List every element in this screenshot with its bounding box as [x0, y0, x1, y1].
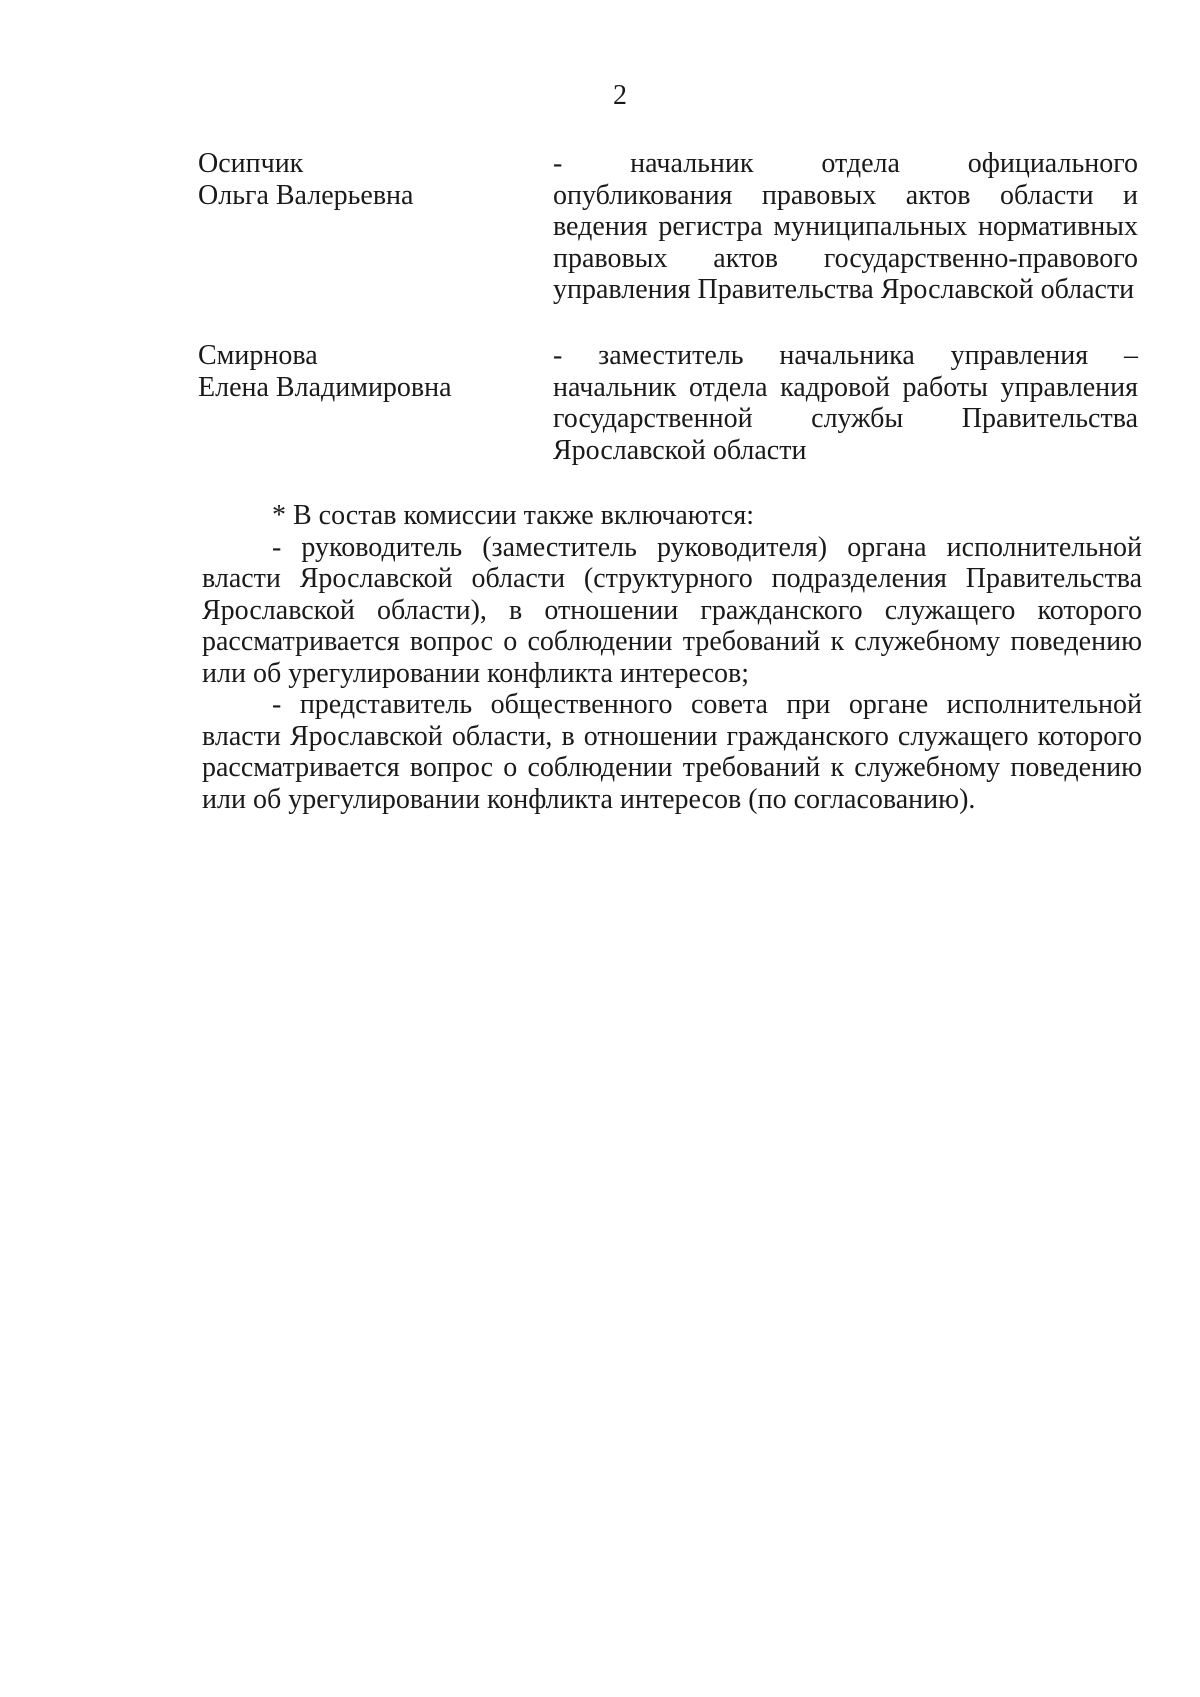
member-entry	[198, 340, 1143, 466]
member-surname: Смирнова	[198, 340, 318, 371]
member-surname: Осипчик	[198, 148, 304, 179]
member-given-names: Ольга Валерьевна	[198, 179, 414, 211]
member-entry	[198, 148, 1143, 306]
member-given-names: Елена Владимировна	[198, 371, 452, 403]
member-position: - заместитель начальника управления – начальник отдела кадровой работы управления государственной службы Правительства Ярославской области	[553, 340, 1138, 466]
member-position: - начальник отдела официального опубликования правовых актов области и ведения регистра муниципальных нормативных правовых актов государственно-правового управления Правительства Ярославской области	[553, 148, 1138, 305]
member-name	[198, 148, 553, 306]
member-name	[198, 340, 553, 466]
page-number: 2	[613, 80, 627, 111]
note-item: - представитель общественного совета при органе исполнительной власти Ярославской области, в отношении гражданского служащего которого рассматривается вопрос о соблюдении требований к служебному поведению или об урегулировании конфликта интересов (по согласованию).	[202, 689, 1142, 815]
note-heading: * В состав комиссии также включаются:	[272, 500, 755, 531]
note-item: - руководитель (заместитель руководителя) органа исполнительной власти Ярославской области (структурного подразделения Правительства Ярославской области), в отношении гражданского служащего которого рассматривается вопрос о соблюдении требований к служебному поведению или об урегулировании конфликта интересов;	[202, 531, 1142, 689]
commission-note	[202, 500, 1142, 815]
